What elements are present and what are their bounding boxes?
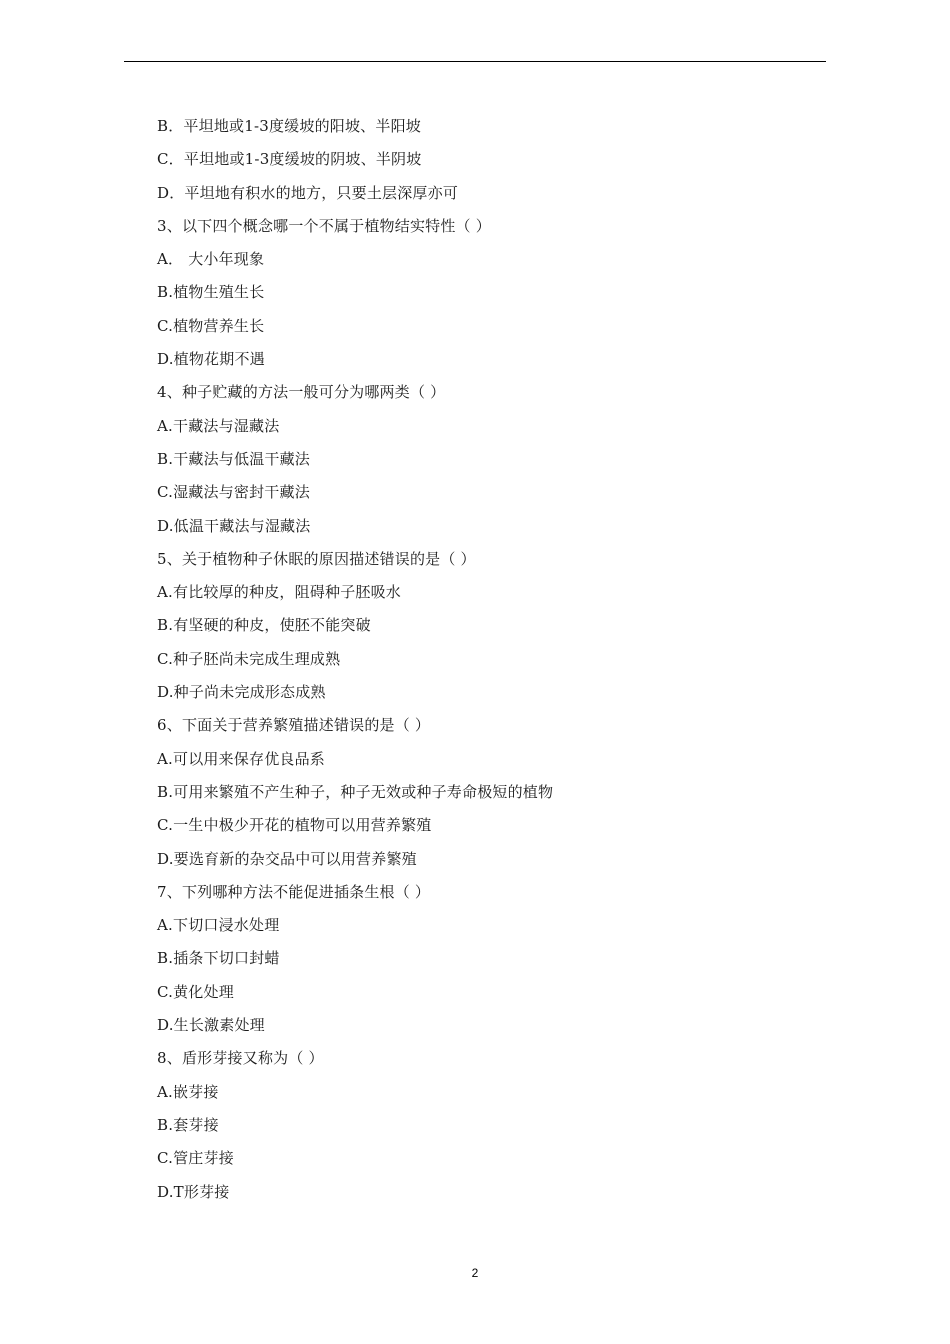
option-line: C.植物营养生长: [157, 316, 265, 335]
option-line: C.种子胚尚未完成生理成熟: [157, 649, 341, 668]
option-line: C．平坦地或1-3度缓坡的阴坡、半阴坡: [157, 150, 422, 169]
option-line: B．平坦地或1-3度缓坡的阳坡、半阳坡: [157, 117, 421, 135]
page-number: 2: [471, 1266, 479, 1280]
question-line: 5、关于植物种子休眠的原因描述错误的是（ ）: [157, 549, 476, 568]
option-line: A.有比较厚的种皮，阻碍种子胚吸水: [157, 583, 402, 602]
option-line: D.低温干藏法与湿藏法: [157, 516, 311, 535]
option-line: D.植物花期不遇: [157, 350, 265, 369]
option-line: A.可以用来保存优良品系: [157, 749, 326, 768]
option-line: D.要选育新的杂交品中可以用营养繁殖: [157, 849, 417, 868]
question-line: 8、盾形芽接又称为（ ）: [157, 1049, 324, 1068]
option-line: B.植物生殖生长: [157, 283, 265, 302]
option-line: A． 大小年现象: [157, 250, 265, 269]
question-line: 4、种子贮藏的方法一般可分为哪两类（ ）: [157, 383, 446, 402]
header-rule: [124, 61, 826, 62]
option-line: A.下切口浸水处理: [157, 916, 280, 935]
option-line: B.干藏法与低温干藏法: [157, 449, 310, 468]
option-line: D.T形芽接: [157, 1182, 230, 1201]
option-line: B.有坚硬的种皮，使胚不能突破: [157, 616, 371, 635]
option-line: D.种子尚未完成形态成熟: [157, 683, 326, 702]
option-line: A.干藏法与湿藏法: [157, 416, 280, 435]
option-line: C.黄化处理: [157, 982, 234, 1001]
option-line: C.一生中极少开花的植物可以用营养繁殖: [157, 816, 432, 835]
option-line: D．平坦地有积水的地方，只要土层深厚亦可: [157, 183, 459, 202]
question-line: 7、下列哪种方法不能促进插条生根（ ）: [157, 882, 431, 901]
option-line: A.嵌芽接: [157, 1082, 219, 1101]
question-line: 3、以下四个概念哪一个不属于植物结实特性（ ）: [157, 216, 491, 235]
option-line: C.湿藏法与密封干藏法: [157, 483, 310, 502]
option-line: B.插条下切口封蜡: [157, 949, 280, 968]
option-line: B.套芽接: [157, 1115, 219, 1134]
option-line: D.生长激素处理: [157, 1016, 265, 1035]
document-body: [157, 110, 837, 1209]
question-line: 6、下面关于营养繁殖描述错误的是（ ）: [157, 716, 431, 735]
option-line: B.可用来繁殖不产生种子，种子无效或种子寿命极短的植物: [157, 782, 554, 801]
option-line: C.管庄芽接: [157, 1149, 234, 1168]
